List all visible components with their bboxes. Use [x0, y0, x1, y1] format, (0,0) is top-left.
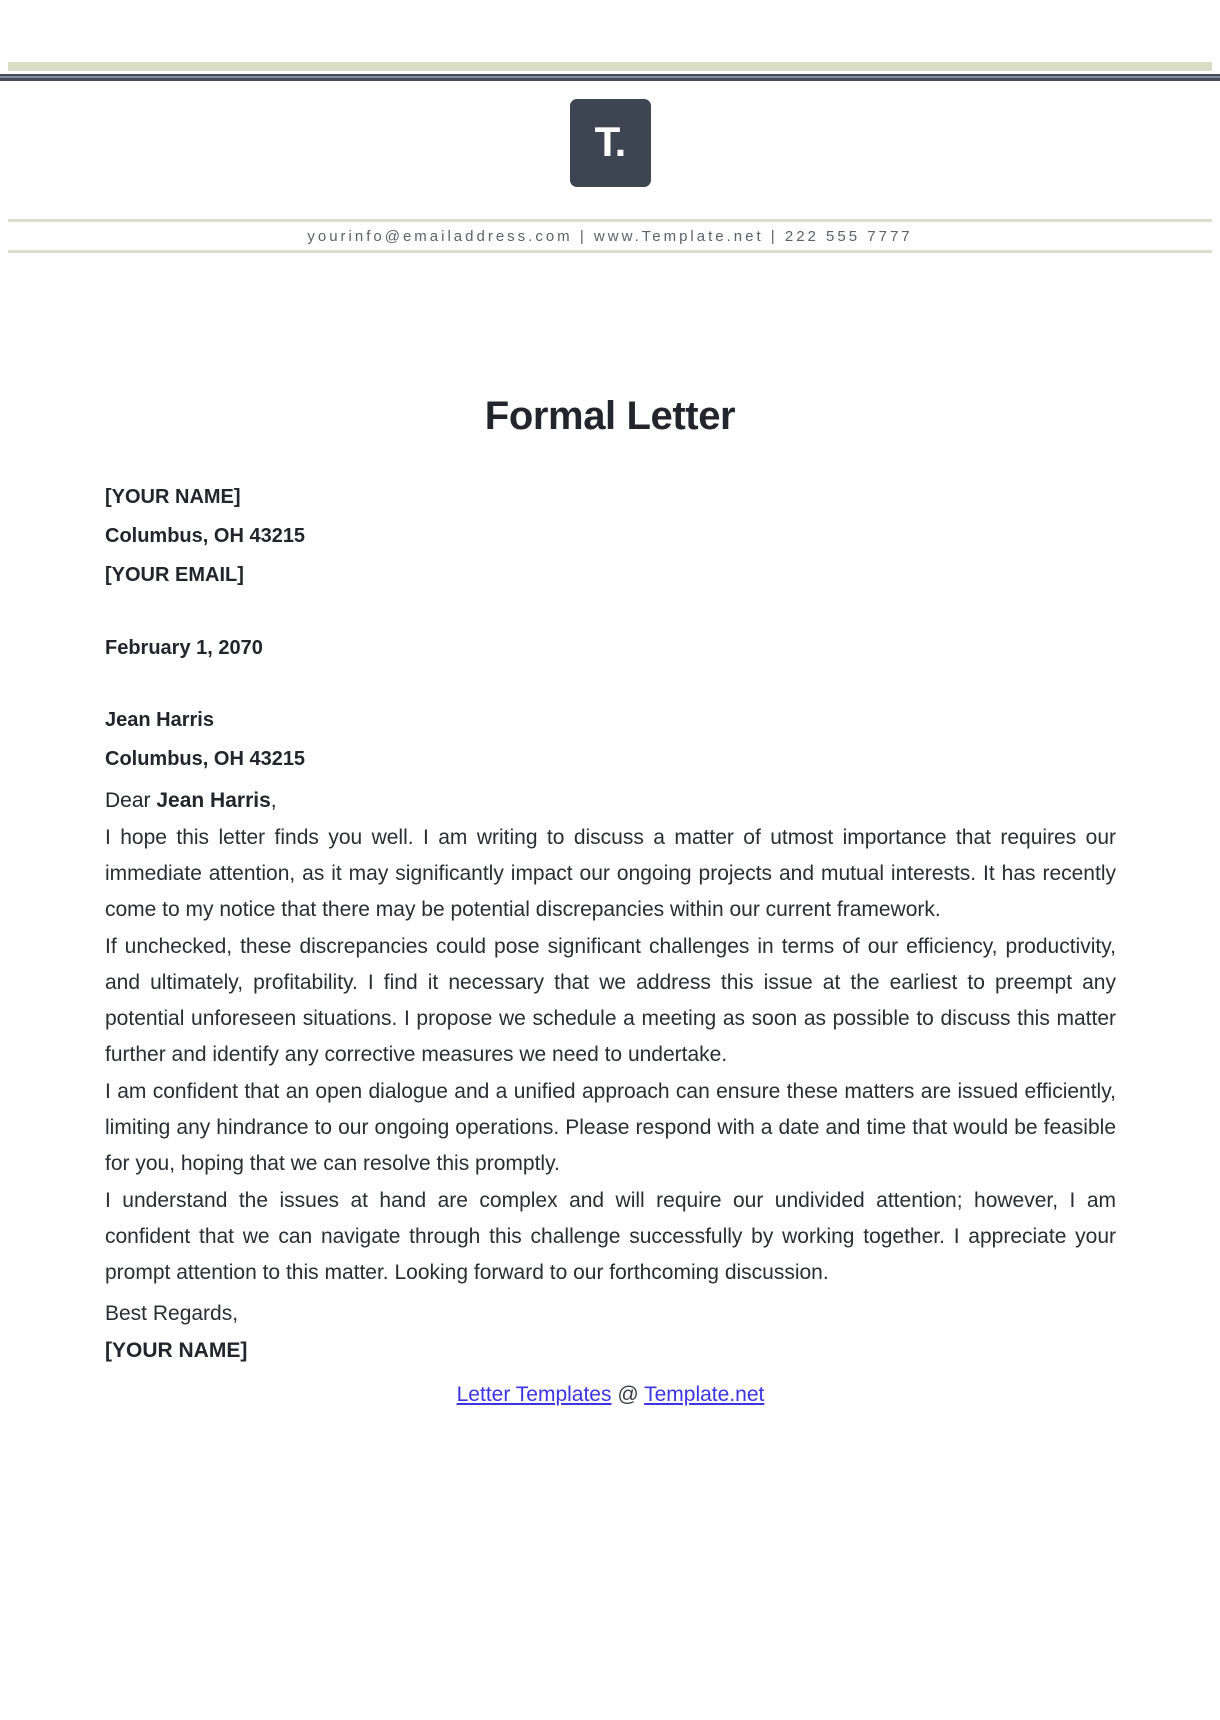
- contact-info-line: yourinfo@emailaddress.com | www.Template.net | 222 555 7777: [307, 227, 913, 245]
- logo-container: [0, 99, 1220, 187]
- navy-rule-highlight: [0, 76, 1220, 78]
- salutation-recipient-name: Jean Harris: [156, 789, 271, 812]
- footer-separator: @: [611, 1383, 645, 1406]
- letter-templates-link[interactable]: Letter Templates: [456, 1383, 612, 1406]
- template-net-link[interactable]: Template.net: [644, 1383, 765, 1406]
- footer-credit: [105, 1379, 1116, 1411]
- body-paragraph-1: I hope this letter finds you well. I am writing to discuss a matter of utmost importance that requires our immediate attention, as it may significantly impact our ongoing projects and mutual interests. It has recently come to my notice that there may be potential discrepancies within our current framework.: [105, 826, 1116, 921]
- page-title: Formal Letter: [484, 394, 736, 438]
- letter-date: February 1, 2070: [105, 637, 263, 659]
- sage-rule-top: [8, 62, 1212, 71]
- recipient-address-block: [105, 701, 1116, 779]
- recipient-name: Jean Harris: [105, 709, 214, 731]
- closing-line: Best Regards,: [105, 1302, 239, 1325]
- sender-name: [YOUR NAME]: [105, 486, 241, 508]
- logo-letter-text: T.: [594, 118, 626, 165]
- body-paragraph-4: I understand the issues at hand are complex and will require our undivided attention; however, I am confident that we can navigate through this challenge successfully by working together. I appreciate your prompt attention to this matter. Looking forward to our forthcoming discussion.: [105, 1189, 1116, 1284]
- letter-sheet: [0, 253, 1220, 1411]
- signature-name: [YOUR NAME]: [105, 1339, 248, 1362]
- sender-email: [YOUR EMAIL]: [105, 564, 244, 586]
- body-paragraph-3: I am confident that an open dialogue and a unified approach can ensure these matters are issued efficiently, limiting any hindrance to our ongoing operations. Please respond with a date and time that would be feasible for you, hoping that we can resolve this promptly.: [105, 1080, 1116, 1175]
- salutation-prefix: Dear: [105, 789, 157, 812]
- salutation-line: [105, 781, 1116, 820]
- letter-body: [104, 478, 1116, 1411]
- salutation-suffix: ,: [270, 789, 277, 812]
- sender-address: Columbus, OH 43215: [105, 525, 306, 547]
- sender-address-block: [105, 478, 1116, 595]
- brand-logo-icon: [570, 99, 651, 187]
- body-paragraph-2: If unchecked, these discrepancies could pose significant challenges in terms of our efficiency, productivity, and ultimately, profitability. I find it necessary that we address this issue at the earliest to preempt any potential unforeseen situations. I propose we schedule a meeting as soon as possible to discuss this matter further and identify any corrective measures we need to undertake.: [105, 935, 1116, 1066]
- recipient-address: Columbus, OH 43215: [105, 748, 306, 770]
